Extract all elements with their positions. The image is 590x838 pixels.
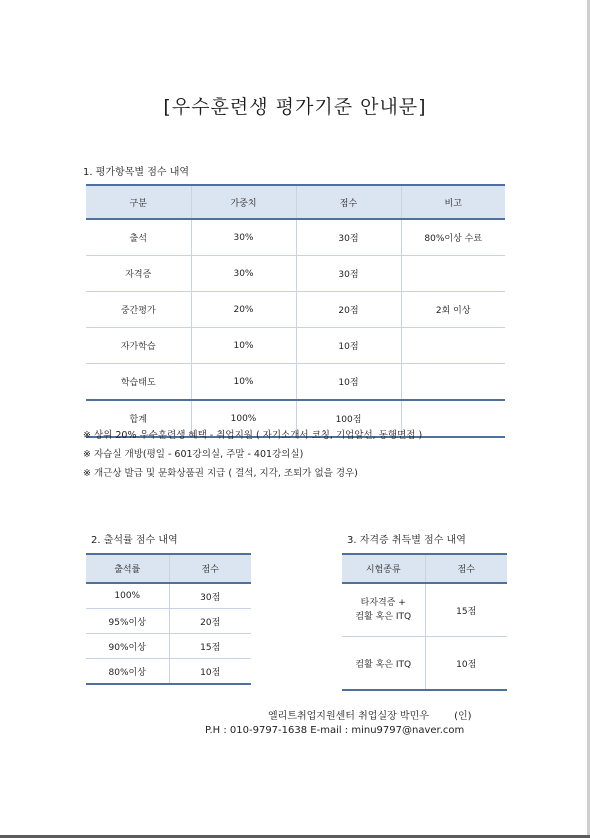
- table-row: [86, 328, 505, 364]
- cell: 학습태도: [86, 364, 191, 401]
- cell: [401, 256, 505, 292]
- cell: 30점: [169, 583, 251, 609]
- cell: 자격증: [86, 256, 191, 292]
- cell: 10점: [296, 364, 401, 401]
- contact-info: P.H : 010-9797-1638 E-mail : minu9797@naver.com: [205, 725, 465, 736]
- cell: [401, 328, 505, 364]
- section2-heading: 2. 출석률 점수 내역: [91, 535, 178, 546]
- cell: 30점: [296, 256, 401, 292]
- section3-heading: 3. 자격증 취득별 점수 내역: [347, 535, 466, 546]
- table-row: [342, 583, 507, 637]
- table-row: [86, 292, 505, 328]
- seal-mark: (인): [454, 711, 472, 722]
- header-score: 점수: [296, 185, 401, 219]
- signature-text: 엘리트취업지원센터 취업실장 박민우: [268, 711, 429, 722]
- table-row: [86, 219, 505, 256]
- cell: 100점: [296, 400, 401, 437]
- table-header-row: [342, 554, 507, 583]
- signature-line: [268, 707, 472, 722]
- cell: 10%: [191, 328, 296, 364]
- note-benefits: ※ 상위 20% 우수훈련생 혜택 - 취업지원 ( 자기소개서 코칭, 기업알선, 동행면접 ): [83, 430, 423, 441]
- score-table: [86, 184, 505, 438]
- header-remark: 비고: [401, 185, 505, 219]
- cell: 80%이상 수료: [401, 219, 505, 256]
- table-row: [86, 659, 251, 685]
- attendance-table: [86, 553, 251, 685]
- document-title: [우수훈련생 평가기준 안내문]: [163, 96, 427, 118]
- cell: 10점: [425, 637, 507, 691]
- cell: 20%: [191, 292, 296, 328]
- cell: 20점: [296, 292, 401, 328]
- cell: 15점: [169, 634, 251, 659]
- cell: 자가학습: [86, 328, 191, 364]
- cell: 10점: [169, 659, 251, 685]
- cell: 10점: [296, 328, 401, 364]
- table-row: [342, 637, 507, 691]
- cell: [401, 364, 505, 401]
- table-header-row: [86, 185, 505, 219]
- cell: 80%이상: [86, 659, 169, 685]
- cell: 30점: [296, 219, 401, 256]
- header-score: 점수: [425, 554, 507, 583]
- cell: 90%이상: [86, 634, 169, 659]
- cell: 15점: [425, 583, 507, 637]
- cell: 10%: [191, 364, 296, 401]
- cell: 30%: [191, 256, 296, 292]
- table-header-row: [86, 554, 251, 583]
- header-exam-type: 시험종류: [342, 554, 425, 583]
- cell: 컴활 혹은 ITQ: [342, 637, 425, 691]
- table-row: [86, 634, 251, 659]
- section1-heading: 1. 평가항목별 점수 내역: [83, 167, 190, 178]
- header-category: 구분: [86, 185, 191, 219]
- cell: 20점: [169, 609, 251, 634]
- cell: 100%: [86, 583, 169, 609]
- certificate-table: [342, 553, 507, 691]
- cell: 타자격증 + 컴활 혹은 ITQ: [342, 583, 425, 637]
- cell: 중간평가: [86, 292, 191, 328]
- note-attendance-award: ※ 개근상 발급 및 문화상품권 지급 ( 결석, 지각, 조퇴가 없을 경우): [83, 468, 358, 479]
- note-study-room: ※ 자습실 개방(평일 - 601강의실, 주말 - 401강의실): [83, 449, 304, 460]
- table-row: [86, 609, 251, 634]
- table-row: [86, 364, 505, 401]
- header-attendance-rate: 출석률: [86, 554, 169, 583]
- cell: 30%: [191, 219, 296, 256]
- header-score: 점수: [169, 554, 251, 583]
- table-row: [86, 256, 505, 292]
- table-row: [86, 583, 251, 609]
- cell: 합계: [86, 400, 191, 437]
- header-weight: 가중치: [191, 185, 296, 219]
- cell: 100%: [191, 400, 296, 437]
- cell: 출석: [86, 219, 191, 256]
- cell: 95%이상: [86, 609, 169, 634]
- cell: 2회 이상: [401, 292, 505, 328]
